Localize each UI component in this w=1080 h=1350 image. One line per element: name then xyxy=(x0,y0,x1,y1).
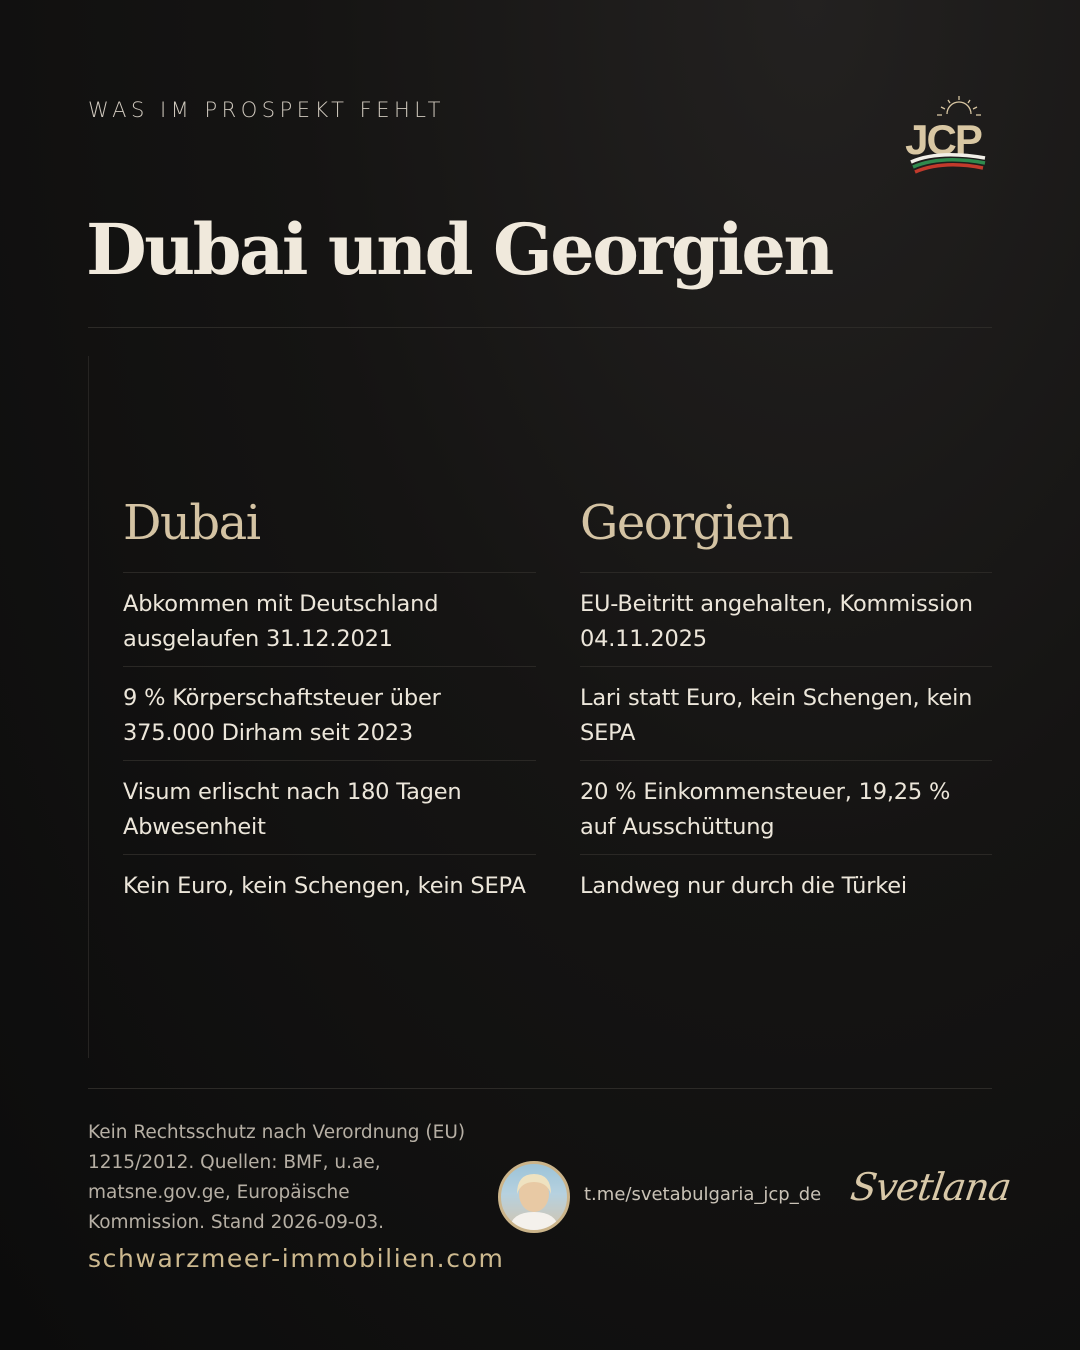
list-item: 9 % Körperschaftsteuer über 375.000 Dirham seit 2023 xyxy=(123,666,536,760)
list-dubai xyxy=(123,572,536,948)
telegram-link[interactable]: t.me/svetabulgaria_jcp_de xyxy=(584,1184,822,1205)
list-item: 20 % Einkommensteuer, 19,25 % auf Ausschüttung xyxy=(580,760,992,854)
content-left-border xyxy=(88,356,89,1058)
column-dubai xyxy=(123,492,536,948)
avatar-photo xyxy=(501,1164,567,1230)
title-divider xyxy=(88,327,992,328)
website-link[interactable]: schwarzmeer-immobilien.com xyxy=(88,1244,505,1273)
footer-divider xyxy=(88,1088,992,1089)
kicker-label: WAS IM PROSPEKT FEHLT xyxy=(88,98,445,122)
avatar xyxy=(498,1161,570,1233)
disclaimer-text: Kein Rechtsschutz nach Verordnung (EU) 1215/2012. Quellen: BMF, u.ae, matsne.gov.ge, Europäische Kommission. Stand 2026-09-03. xyxy=(88,1122,466,1233)
list-item: Lari statt Euro, kein Schengen, kein SEPA xyxy=(580,666,992,760)
list-item: EU-Beitritt angehalten, Kommission 04.11.2025 xyxy=(580,572,992,666)
list-item: Kein Euro, kein Schengen, kein SEPA xyxy=(123,854,536,948)
page-title: Dubai und Georgien xyxy=(86,208,832,291)
list-item: Visum erlischt nach 180 Tagen Abwesenheit xyxy=(123,760,536,854)
column-georgien xyxy=(580,492,992,948)
column-heading-dubai: Dubai xyxy=(123,495,260,551)
list-georgien xyxy=(580,572,992,948)
svg-text:JCP: JCP xyxy=(905,116,981,163)
list-item: Landweg nur durch die Türkei xyxy=(580,854,992,948)
column-heading-georgien: Georgien xyxy=(580,495,792,551)
list-item: Abkommen mit Deutschland ausgelaufen 31.12.2021 xyxy=(123,572,536,666)
jcp-logo-icon xyxy=(893,92,993,178)
signature: Svetlana xyxy=(847,1165,1014,1209)
